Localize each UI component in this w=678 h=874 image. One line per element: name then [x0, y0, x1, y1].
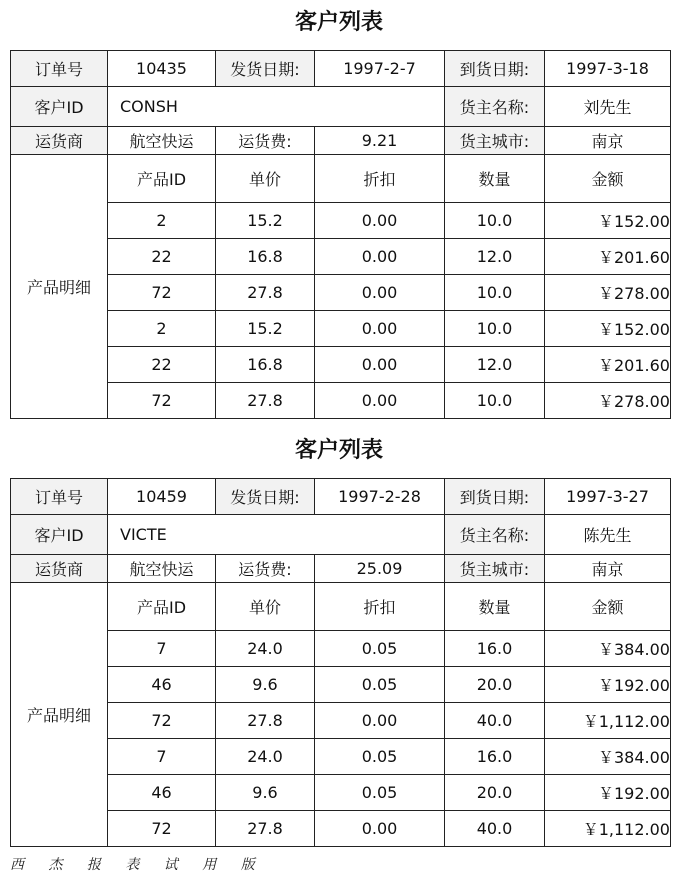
owner-city-label: 货主城市:: [445, 555, 545, 583]
table-row: [11, 383, 671, 419]
unit-price-cell: 15.2: [216, 311, 315, 347]
amount-cell: ￥201.60: [545, 239, 671, 275]
order-no-value: 10459: [108, 479, 216, 515]
quantity-cell: 20.0: [445, 775, 545, 811]
customer-id-value: VICTE: [108, 515, 445, 555]
table-row: [11, 631, 671, 667]
owner-city-value: 南京: [545, 555, 671, 583]
unit-price-cell: 27.8: [216, 275, 315, 311]
column-header: 单价: [216, 155, 315, 203]
unit-price-cell: 15.2: [216, 203, 315, 239]
carrier-value: 航空快运: [108, 127, 216, 155]
unit-price-cell: 27.8: [216, 703, 315, 739]
freight-value: 9.21: [315, 127, 445, 155]
amount-cell: ￥1,112.00: [545, 703, 671, 739]
order-no-label: 订单号: [11, 51, 108, 87]
amount-cell: ￥278.00: [545, 383, 671, 419]
product-id-cell: 46: [108, 775, 216, 811]
order-no-label: 订单号: [11, 479, 108, 515]
discount-cell: 0.00: [315, 811, 445, 847]
owner-name-label: 货主名称:: [445, 515, 545, 555]
product-id-cell: 72: [108, 275, 216, 311]
product-id-cell: 22: [108, 239, 216, 275]
quantity-cell: 12.0: [445, 239, 545, 275]
arrive-date-value: 1997-3-18: [545, 51, 671, 87]
carrier-label: 运货商: [11, 555, 108, 583]
discount-cell: 0.00: [315, 703, 445, 739]
order-table: [10, 50, 671, 419]
carrier-value: 航空快运: [108, 555, 216, 583]
column-header: 金额: [545, 583, 671, 631]
amount-cell: ￥152.00: [545, 203, 671, 239]
amount-cell: ￥384.00: [545, 631, 671, 667]
amount-cell: ￥278.00: [545, 275, 671, 311]
amount-cell: ￥192.00: [545, 775, 671, 811]
product-id-cell: 72: [108, 383, 216, 419]
carrier-label: 运货商: [11, 127, 108, 155]
report-title: 客户列表: [294, 10, 383, 35]
column-header: 数量: [445, 155, 545, 203]
owner-name-value: 陈先生: [545, 515, 671, 555]
column-header: 单价: [216, 583, 315, 631]
quantity-cell: 40.0: [445, 811, 545, 847]
order-table: [10, 478, 671, 847]
report-title: 客户列表: [294, 438, 383, 463]
discount-cell: 0.00: [315, 203, 445, 239]
product-id-cell: 7: [108, 739, 216, 775]
quantity-cell: 10.0: [445, 275, 545, 311]
column-header: 产品ID: [108, 155, 216, 203]
freight-label: 运货费:: [216, 127, 315, 155]
owner-city-value: 南京: [545, 127, 671, 155]
ship-date-label: 发货日期:: [216, 51, 315, 87]
table-row: [11, 347, 671, 383]
table-row: [11, 739, 671, 775]
freight-label: 运货费:: [216, 555, 315, 583]
owner-name-value: 刘先生: [545, 87, 671, 127]
quantity-cell: 12.0: [445, 347, 545, 383]
unit-price-cell: 27.8: [216, 383, 315, 419]
column-header: 产品ID: [108, 583, 216, 631]
customer-id-label: 客户ID: [11, 515, 108, 555]
amount-cell: ￥192.00: [545, 667, 671, 703]
arrive-date-label: 到货日期:: [445, 479, 545, 515]
table-row: [11, 703, 671, 739]
amount-cell: ￥152.00: [545, 311, 671, 347]
product-id-cell: 2: [108, 311, 216, 347]
freight-value: 25.09: [315, 555, 445, 583]
unit-price-cell: 24.0: [216, 739, 315, 775]
discount-cell: 0.05: [315, 775, 445, 811]
ship-date-value: 1997-2-7: [315, 51, 445, 87]
trial-watermark: 西 杰 报 表 试 用 版: [10, 857, 265, 873]
table-row: [11, 311, 671, 347]
column-header: 金额: [545, 155, 671, 203]
quantity-cell: 16.0: [445, 739, 545, 775]
ship-date-value: 1997-2-28: [315, 479, 445, 515]
discount-cell: 0.00: [315, 311, 445, 347]
column-header: 数量: [445, 583, 545, 631]
column-header: 折扣: [315, 583, 445, 631]
product-id-cell: 7: [108, 631, 216, 667]
owner-name-label: 货主名称:: [445, 87, 545, 127]
table-row: [11, 239, 671, 275]
discount-cell: 0.00: [315, 275, 445, 311]
discount-cell: 0.05: [315, 667, 445, 703]
product-id-cell: 72: [108, 811, 216, 847]
quantity-cell: 16.0: [445, 631, 545, 667]
product-detail-label: 产品明细: [11, 155, 108, 419]
product-id-cell: 72: [108, 703, 216, 739]
unit-price-cell: 16.8: [216, 239, 315, 275]
unit-price-cell: 24.0: [216, 631, 315, 667]
amount-cell: ￥384.00: [545, 739, 671, 775]
discount-cell: 0.05: [315, 739, 445, 775]
quantity-cell: 10.0: [445, 311, 545, 347]
table-row: [11, 811, 671, 847]
order-no-value: 10435: [108, 51, 216, 87]
arrive-date-value: 1997-3-27: [545, 479, 671, 515]
quantity-cell: 10.0: [445, 203, 545, 239]
table-row: [11, 667, 671, 703]
customer-id-label: 客户ID: [11, 87, 108, 127]
unit-price-cell: 9.6: [216, 775, 315, 811]
customer-id-value: CONSH: [108, 87, 445, 127]
unit-price-cell: 16.8: [216, 347, 315, 383]
product-id-cell: 46: [108, 667, 216, 703]
amount-cell: ￥1,112.00: [545, 811, 671, 847]
discount-cell: 0.00: [315, 347, 445, 383]
quantity-cell: 20.0: [445, 667, 545, 703]
discount-cell: 0.05: [315, 631, 445, 667]
table-row: [11, 203, 671, 239]
table-row: [11, 275, 671, 311]
discount-cell: 0.00: [315, 383, 445, 419]
unit-price-cell: 27.8: [216, 811, 315, 847]
amount-cell: ￥201.60: [545, 347, 671, 383]
column-header: 折扣: [315, 155, 445, 203]
table-row: [11, 775, 671, 811]
arrive-date-label: 到货日期:: [445, 51, 545, 87]
quantity-cell: 10.0: [445, 383, 545, 419]
discount-cell: 0.00: [315, 239, 445, 275]
product-id-cell: 22: [108, 347, 216, 383]
unit-price-cell: 9.6: [216, 667, 315, 703]
owner-city-label: 货主城市:: [445, 127, 545, 155]
quantity-cell: 40.0: [445, 703, 545, 739]
ship-date-label: 发货日期:: [216, 479, 315, 515]
product-detail-label: 产品明细: [11, 583, 108, 847]
product-id-cell: 2: [108, 203, 216, 239]
